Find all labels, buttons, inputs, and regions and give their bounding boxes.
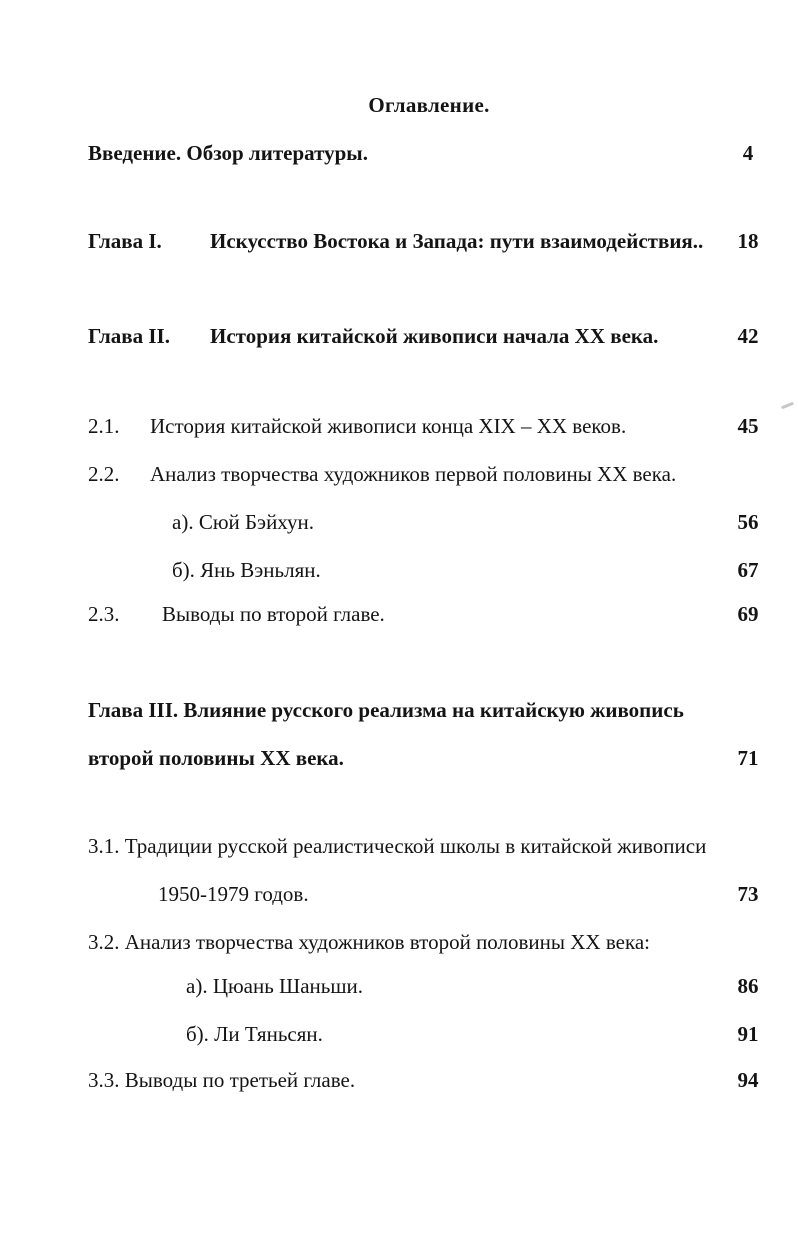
section-number: 2.1.: [88, 414, 120, 438]
toc-entry-3-2-a: [88, 973, 770, 999]
page-number: 91: [737, 1022, 759, 1046]
toc-entry-introduction: [88, 140, 770, 166]
toc-entry-chapter-2: [88, 323, 770, 349]
entry-text: Анализ творчества художников первой половины XX века.: [150, 462, 677, 486]
page-number: 4: [742, 141, 754, 165]
page-number: 45: [737, 414, 759, 438]
toc-entry-chapter-3-line1: [88, 697, 770, 723]
toc-entry-2-2-a: [88, 509, 770, 535]
section-number: 2.3.: [88, 602, 120, 626]
toc-entry-3-2: [88, 929, 770, 955]
entry-text: 3.1. Традиции русской реалистической школы в китайской живописи: [88, 834, 707, 858]
page-number: 42: [737, 324, 759, 348]
toc-entry-2-3: [88, 601, 770, 627]
page-number: 56: [737, 510, 759, 534]
page-number: 69: [737, 602, 759, 626]
entry-text: Введение. Обзор литературы.: [88, 141, 368, 165]
toc-entry-2-2-b: [88, 557, 770, 583]
entry-text: История китайской живописи конца XIX – XX веков.: [150, 414, 627, 438]
page-title: Оглавление.: [368, 93, 490, 117]
chapter-label: Глава II.: [88, 324, 170, 348]
page-number: 94: [737, 1068, 759, 1092]
toc-entry-chapter-1: [88, 228, 770, 254]
entry-text: 3.3. Выводы по третьей главе.: [88, 1068, 356, 1092]
entry-text: Выводы по второй главе.: [162, 602, 385, 626]
entry-text: а). Сюй Бэйхун.: [172, 510, 314, 534]
section-number: 2.2.: [88, 462, 120, 486]
chapter-label: Глава I.: [88, 229, 162, 253]
entry-text: б). Янь Вэньлян.: [172, 558, 321, 582]
entry-text: Искусство Востока и Запада: пути взаимодействия..: [210, 229, 704, 253]
entry-text: а). Цюань Шаньши.: [186, 974, 364, 998]
entry-text: б). Ли Тяньсян.: [186, 1022, 323, 1046]
entry-text: 1950-1979 годов.: [158, 882, 309, 906]
page-number: 86: [737, 974, 759, 998]
toc-entry-3-1-line1: [88, 833, 770, 859]
page-number: 18: [737, 229, 759, 253]
entry-text: Глава III. Влияние русского реализма на китайскую живопись: [88, 698, 684, 722]
page-number: 73: [737, 882, 759, 906]
page-number: 67: [737, 558, 759, 582]
entry-text: 3.2. Анализ творчества художников второй половины XX века:: [88, 930, 650, 954]
scan-artifact-dash: [781, 402, 794, 410]
entry-text: второй половины XX века.: [88, 746, 344, 770]
toc-entry-3-3: [88, 1067, 770, 1093]
toc-entry-2-1: [88, 413, 770, 439]
entry-text: История китайской живописи начала XX века.: [210, 324, 659, 348]
toc-entry-2-2: [88, 461, 770, 487]
toc-entry-3-2-b: [88, 1021, 770, 1047]
toc-entry-chapter-3-line2: [88, 745, 770, 771]
toc-entry-3-1-line2: [88, 881, 770, 907]
page-number: 71: [737, 746, 759, 770]
